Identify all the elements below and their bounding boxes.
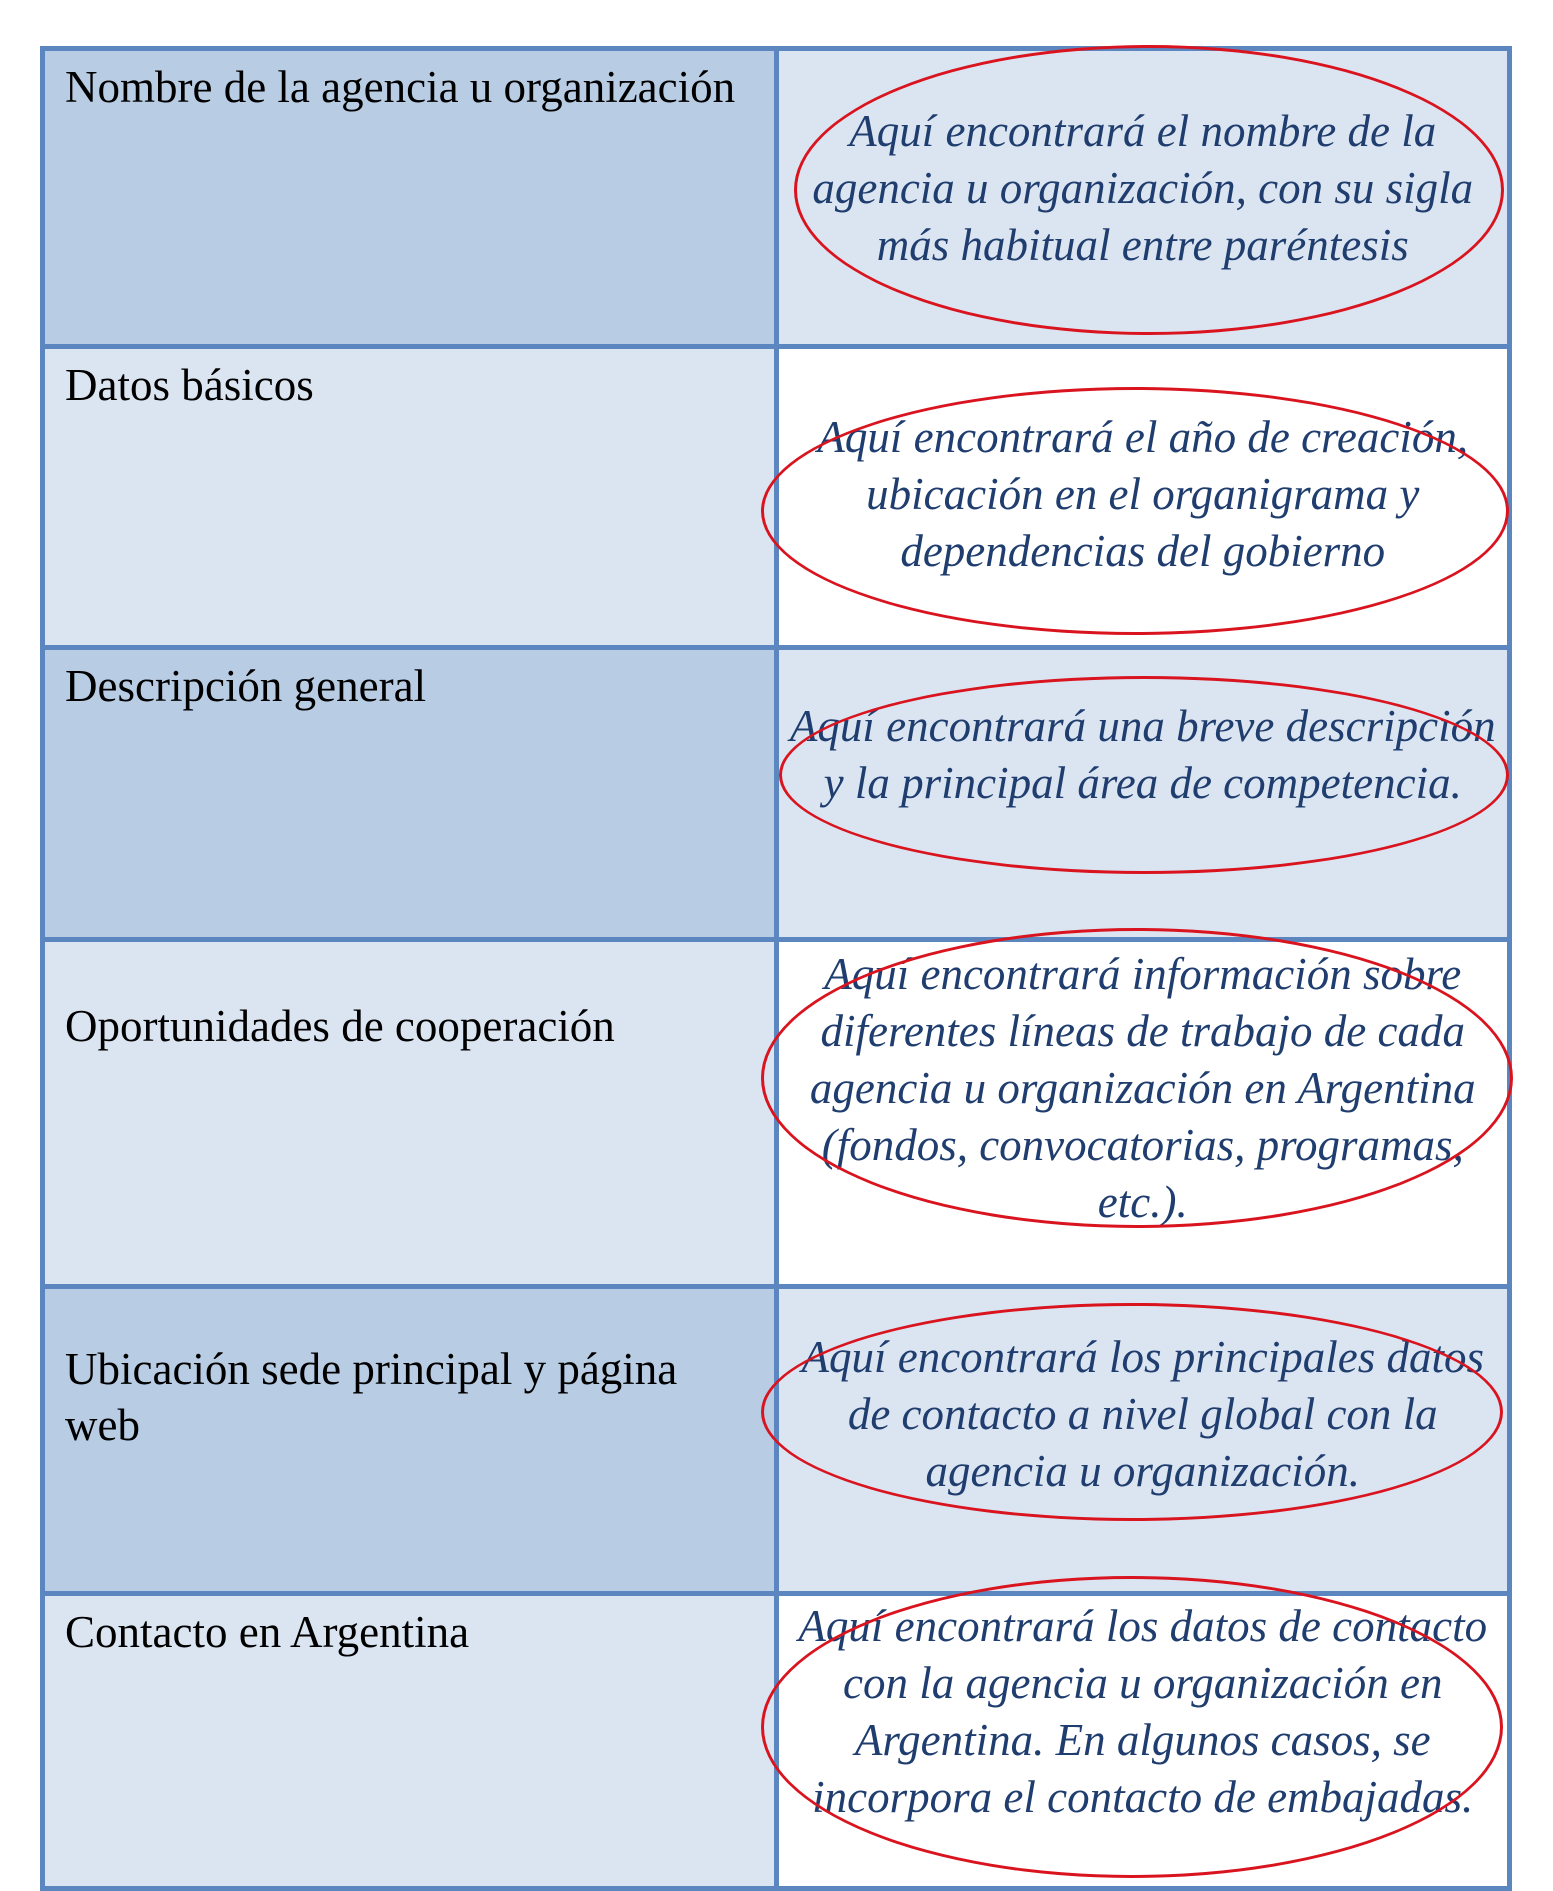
row-label-general-description: Descripción general [65,661,427,711]
table-row [43,648,1510,940]
row-label-cooperation-opportunities: Oportunidades de cooperación [65,1001,615,1051]
table-row [43,1287,1510,1594]
label-cell [43,648,777,940]
description-cell [776,648,1510,940]
table-row [43,347,1510,648]
label-cell [43,1287,777,1594]
row-description-agency-name: Aquí encontrará el nombre de la agencia u organización, con su sigla más habitual entre paréntesis [812,106,1474,270]
row-label-argentina-contact: Contacto en Argentina [65,1607,470,1657]
row-label-agency-name: Nombre de la agencia u organización [65,62,736,112]
row-label-headquarters-website: Ubicación sede principal y página web [65,1344,678,1450]
table-row [43,49,1510,347]
description-cell [776,1594,1510,1889]
row-description-basic-data: Aquí encontrará el año de creación, ubicación en el organigrama y dependencias del gobierno [817,412,1469,576]
label-cell [43,940,777,1287]
row-description-general-description: Aquí encontrará una breve descripción y la principal área de competencia. [789,701,1496,808]
row-description-headquarters-website: Aquí encontrará los principales datos de contacto a nivel global con la agencia u organización. [801,1332,1484,1496]
label-cell [43,49,777,347]
description-cell [776,940,1510,1287]
row-label-basic-data: Datos básicos [65,360,314,410]
description-cell [776,49,1510,347]
description-cell [776,1287,1510,1594]
table-row [43,940,1510,1287]
row-description-argentina-contact: Aquí encontrará los datos de contacto con la agencia u organización en Argentina. En algunos casos, se incorpora el contacto de embajadas. [798,1601,1488,1822]
table-row [43,1594,1510,1889]
label-cell [43,1594,777,1889]
description-cell [776,347,1510,648]
row-description-cooperation-opportunities: Aquí encontrará información sobre diferentes líneas de trabajo de cada agencia u organización en Argentina (fondos, convocatorias, programas, etc.). [809,949,1476,1227]
guide-table [40,46,1512,1891]
label-cell [43,347,777,648]
